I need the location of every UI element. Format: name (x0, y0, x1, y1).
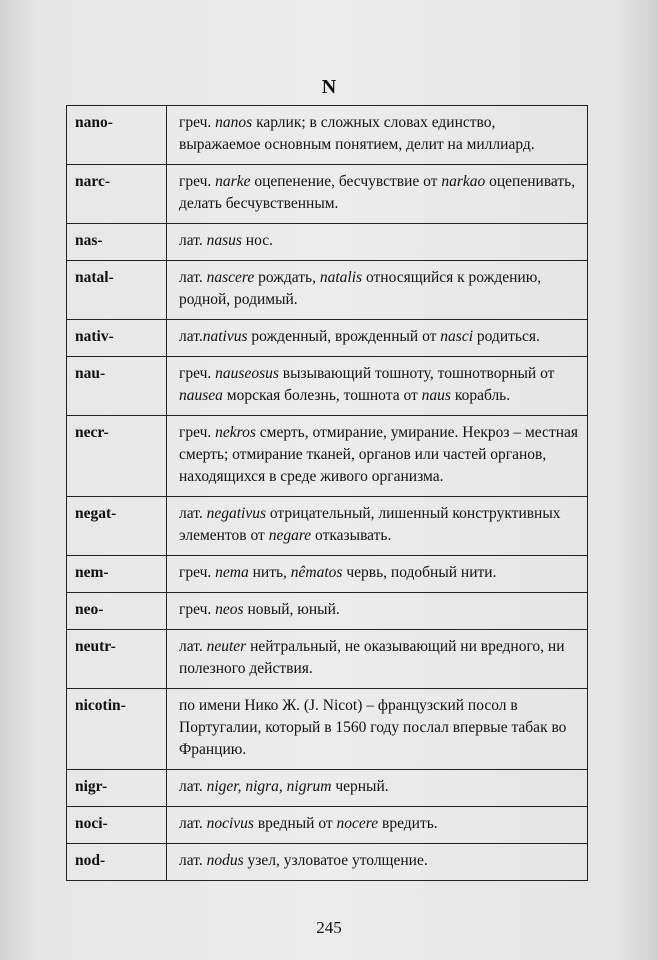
entry-term: nigr- (67, 770, 167, 807)
entry-term: nem- (67, 556, 167, 593)
dictionary-body (67, 106, 588, 881)
page-number: 245 (316, 918, 342, 937)
definition-text: вызывающий тошноту, тошнотворный от (278, 365, 555, 382)
entry-definition (167, 357, 588, 416)
entry-definition (167, 593, 588, 630)
entry-definition (167, 630, 588, 689)
definition-text: отрицательный, лишенный конструктивных элементов от (179, 505, 561, 544)
definition-italic-word: nauseosus (215, 365, 279, 382)
definition-italic-word: nodus (206, 852, 244, 869)
table-row (67, 770, 588, 807)
definition-italic-word: nasci (440, 328, 473, 345)
definition-text: греч. (179, 564, 216, 581)
definition-text: вредный от (253, 815, 337, 832)
entry-term: neutr- (67, 630, 167, 689)
definition-text: оцепенение, бесчувствие от (250, 173, 442, 190)
table-row (67, 165, 588, 224)
entry-term: negat- (67, 497, 167, 556)
entry-term: natal- (67, 261, 167, 320)
table-row (67, 844, 588, 881)
definition-italic-word: nocere (336, 815, 379, 832)
entry-definition (167, 807, 588, 844)
definition-italic-word: nocivus (206, 815, 254, 832)
definition-text: оцепенивать, делать бесчувственным. (179, 173, 576, 212)
entry-definition (167, 770, 588, 807)
entry-term: noci- (67, 807, 167, 844)
table-row (67, 593, 588, 630)
entry-term: nativ- (67, 320, 167, 357)
entry-definition (167, 320, 588, 357)
definition-text: червь, подобный нити. (342, 564, 497, 581)
definition-text: лат. (179, 269, 207, 286)
definition-text: черный. (331, 778, 389, 795)
entry-term: nicotin- (67, 689, 167, 770)
table-row (67, 106, 588, 165)
entry-definition (167, 165, 588, 224)
definition-text: корабль. (450, 387, 511, 404)
entry-definition (167, 844, 588, 881)
definition-text: лат. (179, 328, 203, 345)
table-row (67, 497, 588, 556)
entry-definition (167, 224, 588, 261)
entry-definition (167, 416, 588, 497)
definition-text: по имени Нико Ж. (J. Nicot) – французский посол в Португалии, который в 1560 году послал впервые табак во Францию. (179, 697, 567, 758)
table-row (67, 261, 588, 320)
definition-text: рождать, (254, 269, 320, 286)
table-row (67, 357, 588, 416)
definition-italic-word: nascere (206, 269, 255, 286)
definition-text: греч. (179, 601, 216, 618)
definition-text: лат. (179, 505, 207, 522)
definition-text: греч. (179, 173, 216, 190)
table-row (67, 556, 588, 593)
definition-italic-word: narkao (441, 173, 486, 190)
table-row (67, 630, 588, 689)
table-row (67, 689, 588, 770)
entry-term: nas- (67, 224, 167, 261)
section-letter: N (321, 76, 337, 98)
definition-text: греч. (179, 424, 216, 441)
entry-term: nod- (67, 844, 167, 881)
definition-text: лат. (179, 232, 207, 249)
definition-italic-word: niger, nigra, nigrum (206, 778, 332, 795)
definition-text: лат. (179, 852, 207, 869)
definition-italic-word: neuter (206, 638, 247, 655)
table-row (67, 416, 588, 497)
definition-italic-word: nema (215, 564, 249, 581)
entry-definition (167, 556, 588, 593)
definition-text: нейтральный, не оказывающий ни вредного, ни полезного действия. (179, 638, 565, 677)
definition-italic-word: nanos (215, 114, 253, 131)
definition-italic-word: negativus (206, 505, 266, 522)
definition-italic-word: naus (421, 387, 451, 404)
entry-term: necr- (67, 416, 167, 497)
entry-definition (167, 106, 588, 165)
table-row (67, 320, 588, 357)
definition-text: новый, юный. (243, 601, 340, 618)
definition-text: узел, узловатое утолщение. (243, 852, 428, 869)
definition-text: нос. (241, 232, 273, 249)
definition-text: нить, (248, 564, 291, 581)
definition-italic-word: natalis (319, 269, 363, 286)
entry-term: nau- (67, 357, 167, 416)
definition-text: греч. (179, 365, 216, 382)
definition-text: относящийся к рождению, родной, родимый. (179, 269, 542, 308)
definition-text: карлик; в сложных словах единство, выражаемое основным понятием, делит на миллиард. (179, 114, 535, 153)
entry-term: narc- (67, 165, 167, 224)
definition-italic-word: nativus (202, 328, 248, 345)
entry-term: nano- (67, 106, 167, 165)
table-row (67, 807, 588, 844)
definition-text: морская болезнь, тошнота от (222, 387, 422, 404)
definition-text: греч. (179, 114, 216, 131)
definition-italic-word: narke (215, 173, 251, 190)
table-row (67, 224, 588, 261)
definition-text: лат. (179, 638, 207, 655)
definition-text: вредить. (378, 815, 438, 832)
definition-text: отказывать. (311, 527, 392, 544)
entry-definition (167, 261, 588, 320)
definition-text: лат. (179, 815, 207, 832)
dictionary-table (66, 105, 588, 881)
definition-italic-word: neos (215, 601, 244, 618)
definition-italic-word: nekros (215, 424, 256, 441)
entry-term: neo- (67, 593, 167, 630)
definition-italic-word: negare (268, 527, 312, 544)
definition-text: рожденный, врожденный от (247, 328, 441, 345)
definition-italic-word: nausea (179, 387, 223, 404)
definition-text: родиться. (473, 328, 540, 345)
entry-definition (167, 689, 588, 770)
entry-definition (167, 497, 588, 556)
definition-text: лат. (179, 778, 207, 795)
definition-italic-word: nêmatos (290, 564, 343, 581)
definition-italic-word: nasus (206, 232, 242, 249)
definition-text: смерть, отмирание, умирание. Некроз – местная смерть; отмирание тканей, органов или частей органов, находящихся в среде живого организма. (179, 424, 579, 485)
